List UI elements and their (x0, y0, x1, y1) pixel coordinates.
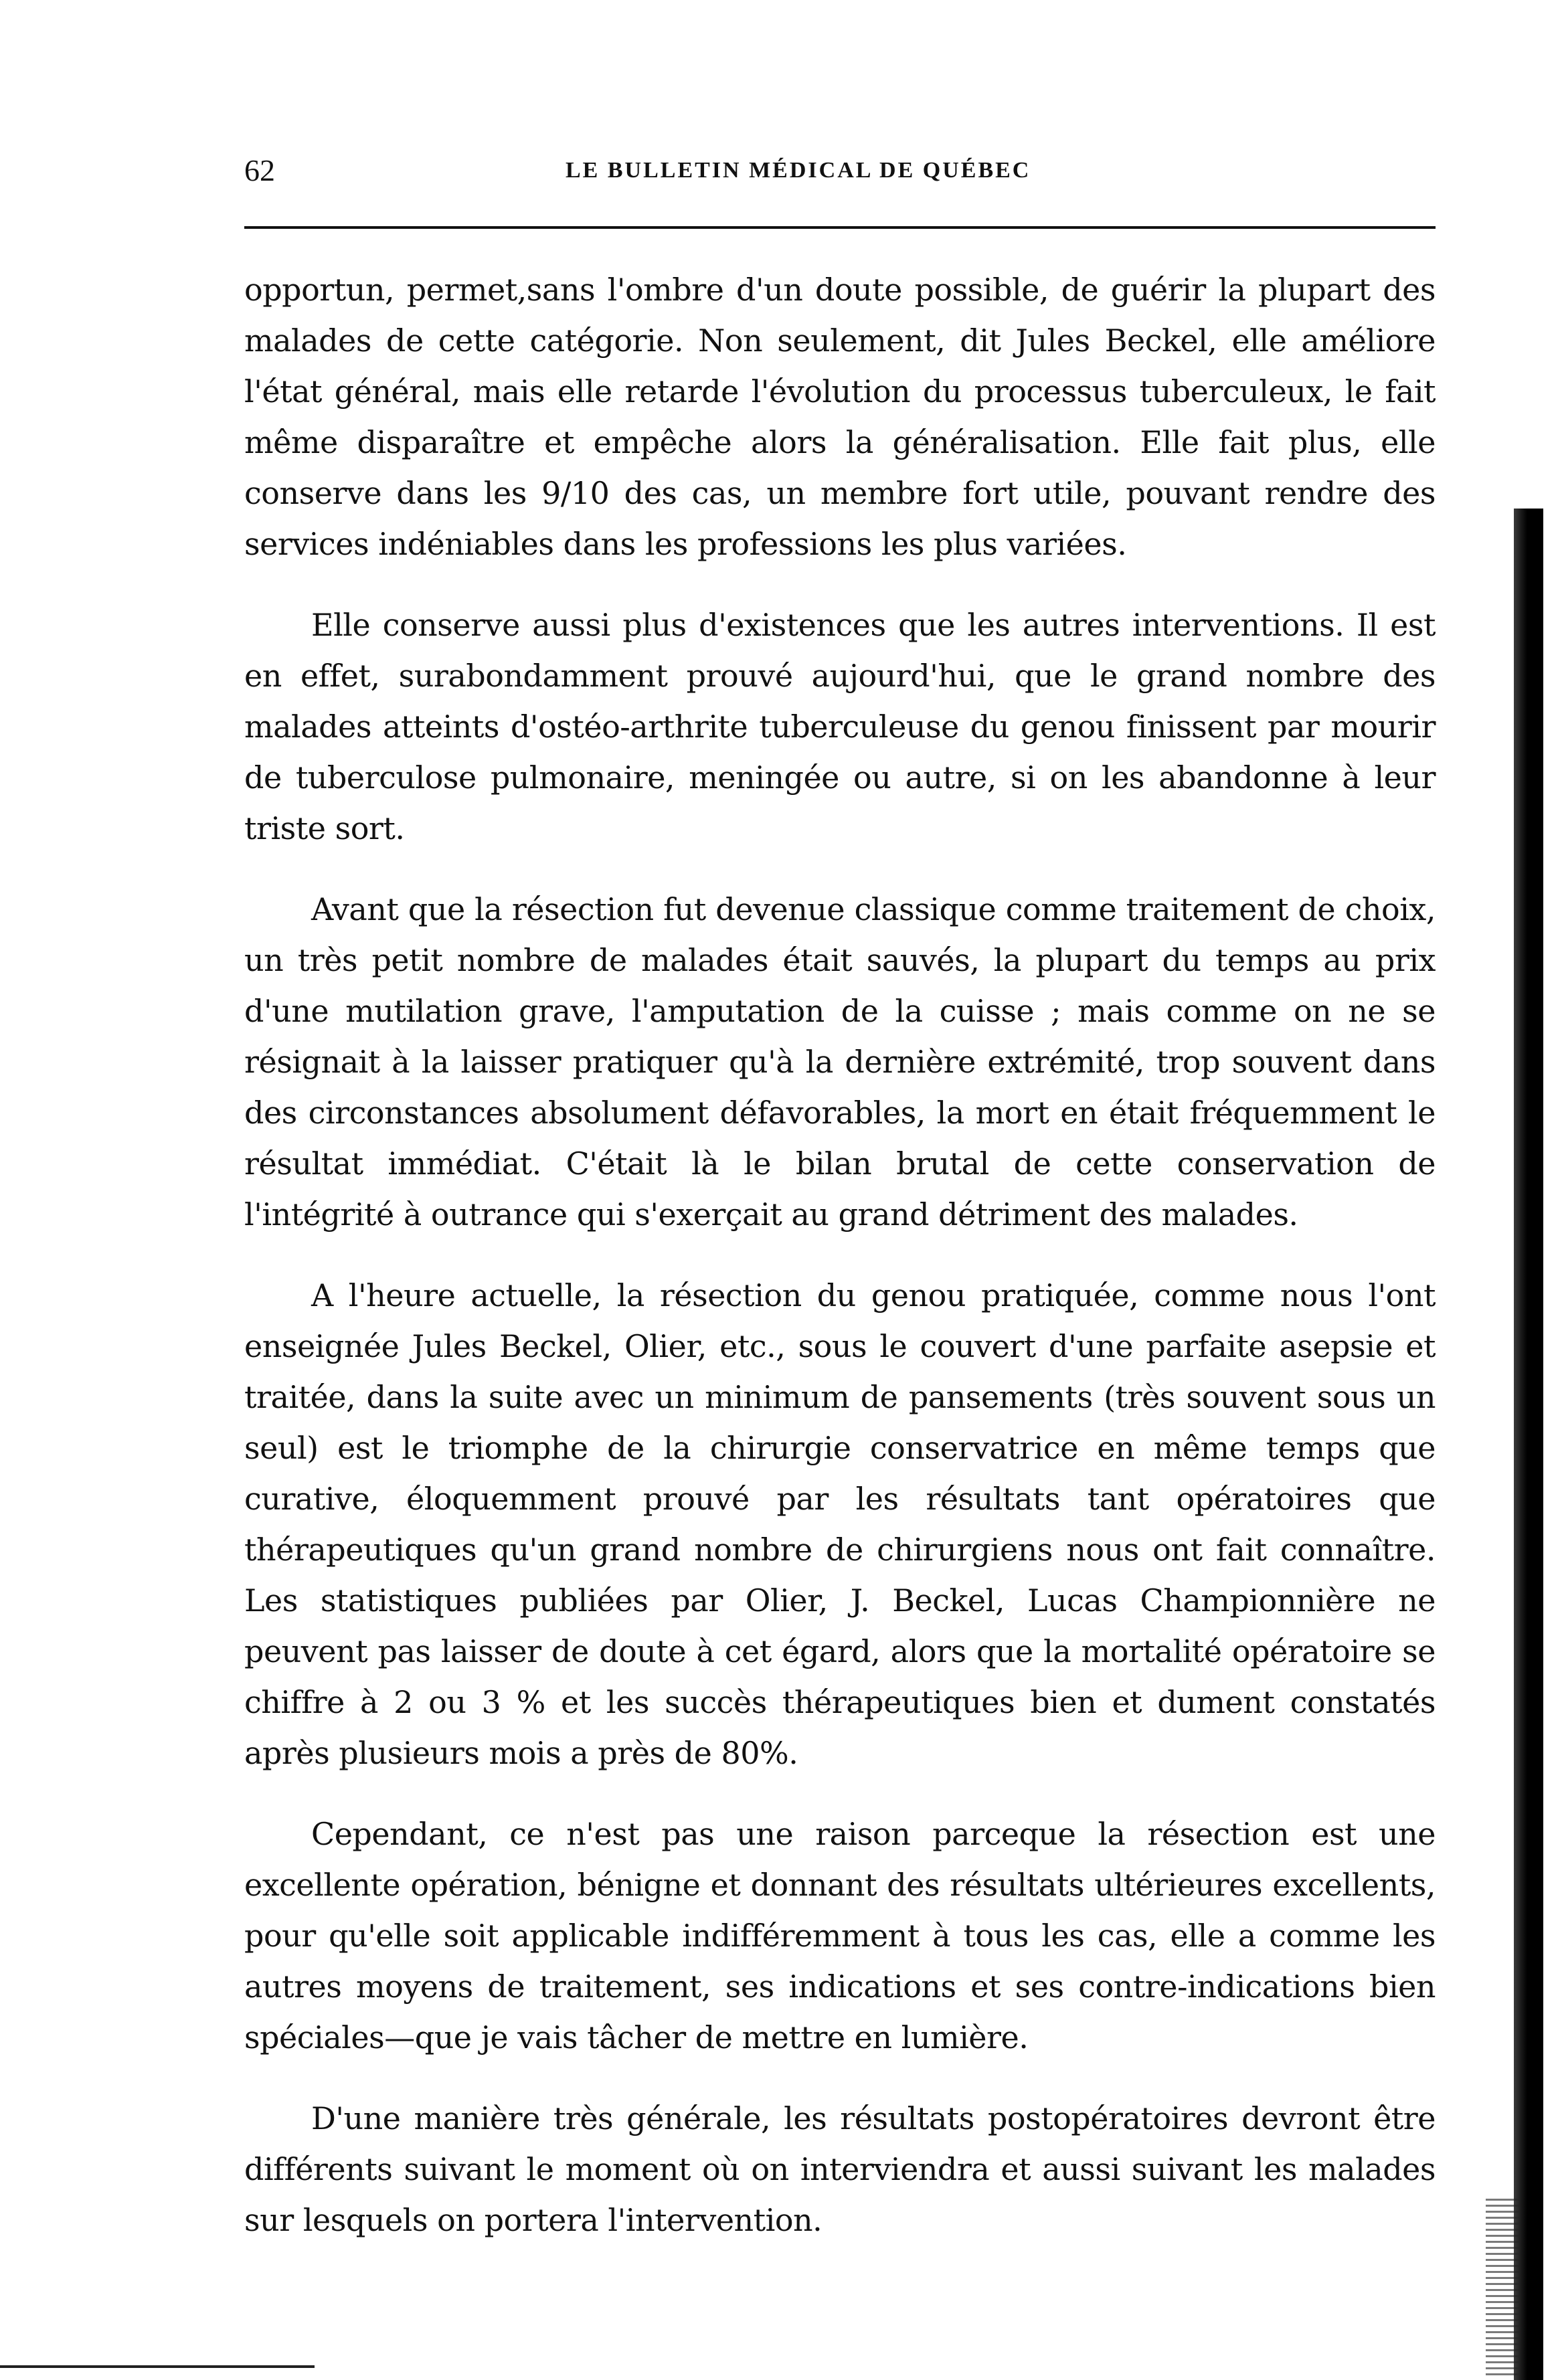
paragraph-5: Cependant, ce n'est pas une raison parceque la résection est une excellente opération, bénigne et donnant des résultats ultérieures excellents, pour qu'elle soit applicable indifféremment à tous les cas, elle a comme les autres moyens de traitement, ses indications et ses contre-indications bien spéciales—que je vais tâcher de mettre en lumière. (244, 1816, 1436, 2055)
paragraph-6: D'une manière très générale, les résultats postopératoires devront être différents suivant le moment où on interviendra et aussi suivant les malades sur lesquels on portera l'intervention. (244, 2100, 1436, 2238)
journal-title: LE BULLETIN MÉDICAL DE QUÉBEC (566, 158, 1031, 183)
paragraph-4: A l'heure actuelle, la résection du genou pratiquée, comme nous l'ont enseignée Jules Beckel, Olier, etc., sous le couvert d'une parfaite asepsie et traitée, dans la suite avec un minimum de pansements (très souvent sous un seul) est le triomphe de la chirurgie conservatrice en même temps que curative, éloquemment prouvé par les résultats tant opératoires que thérapeutiques qu'un grand nombre de chirurgiens nous ont fait connaître. Les statistiques publiées par Olier, J. Beckel, Lucas Championnière ne peuvent pas laisser de doute à cet égard, alors que la mortalité opératoire se chiffre à 2 ou 3 % et les succès thérapeutiques bien et dument constatés après plusieurs mois a près de 80%. (244, 1277, 1436, 1771)
scan-edge-speckle (1486, 2195, 1519, 2375)
scan-bottom-mark (0, 2365, 315, 2368)
header-rule (244, 226, 1436, 229)
body-text (244, 264, 1436, 2276)
page-number: 62 (244, 153, 275, 187)
running-head (244, 153, 1436, 199)
paragraph-2: Elle conserve aussi plus d'existences que les autres interventions. Il est en effet, surabondamment prouvé aujourd'hui, que le grand nombre des malades atteints d'ostéo-arthrite tuberculeuse du genou finissent par mourir de tuberculose pulmonaire, meningée ou autre, si on les abandonne à leur triste sort. (244, 607, 1436, 846)
paragraph-1: opportun, permet,sans l'ombre d'un doute possible, de guérir la plupart des malades de cette catégorie. Non seulement, dit Jules Beckel, elle améliore l'état général, mais elle retarde l'évolution du processus tuberculeux, le fait même disparaître et empêche alors la généralisation. Elle fait plus, elle conserve dans les 9/10 des cas, un membre fort utile, pouvant rendre des services indéniables dans les professions les plus variées. (244, 272, 1436, 562)
paragraph-3: Avant que la résection fut devenue classique comme traitement de choix, un très petit nombre de malades était sauvés, la plupart du temps au prix d'une mutilation grave, l'amputation de la cuisse ; mais comme on ne se résignait à la laisser pratiquer qu'à la dernière extrémité, trop souvent dans des circonstances absolument défavorables, la mort en était fréquemment le résultat immédiat. C'était là le bilan brutal de cette conservation de l'intégrité à outrance qui s'exerçait au grand détriment des malades. (244, 891, 1436, 1232)
scan-binding-edge (1514, 509, 1543, 2380)
